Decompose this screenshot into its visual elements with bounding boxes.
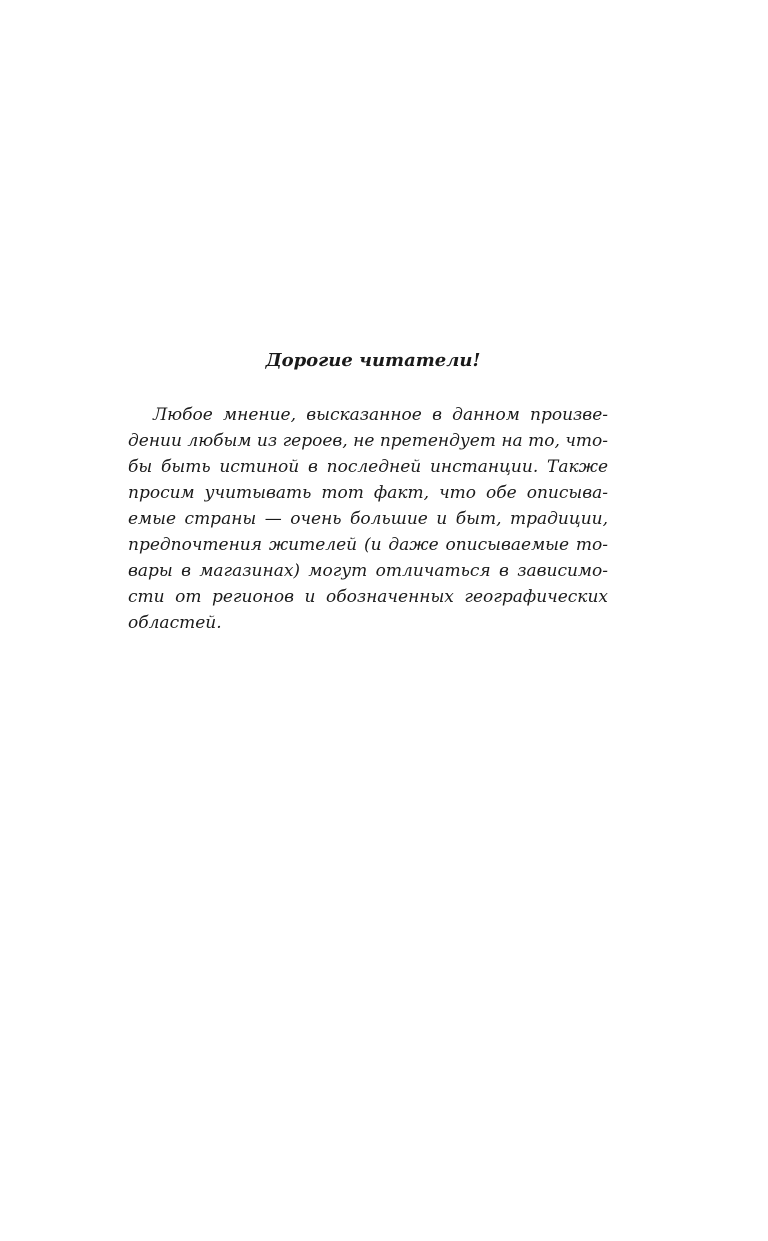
text-line: Любое мнение, высказанное в данном произве- bbox=[153, 405, 608, 425]
notice-paragraph bbox=[128, 402, 608, 636]
page-title: Дорогие читатели! bbox=[265, 350, 481, 371]
text-line: бы быть истиной в последней инстанции. Также bbox=[128, 457, 608, 477]
text-line: емые страны — очень большие и быт, традиции, bbox=[128, 509, 608, 529]
text-line: вары в магазинах) могут отличаться в зависимо- bbox=[128, 561, 608, 581]
text-line: предпочтения жителей (и даже описываемые то- bbox=[128, 535, 608, 555]
text-line: сти от регионов и обозначенных географических bbox=[128, 587, 608, 607]
text-line: дении любым из героев, не претендует на то, что- bbox=[128, 431, 608, 451]
text-line: областей. bbox=[128, 613, 222, 633]
text-line: просим учитывать тот факт, что обе описыва- bbox=[128, 483, 608, 503]
